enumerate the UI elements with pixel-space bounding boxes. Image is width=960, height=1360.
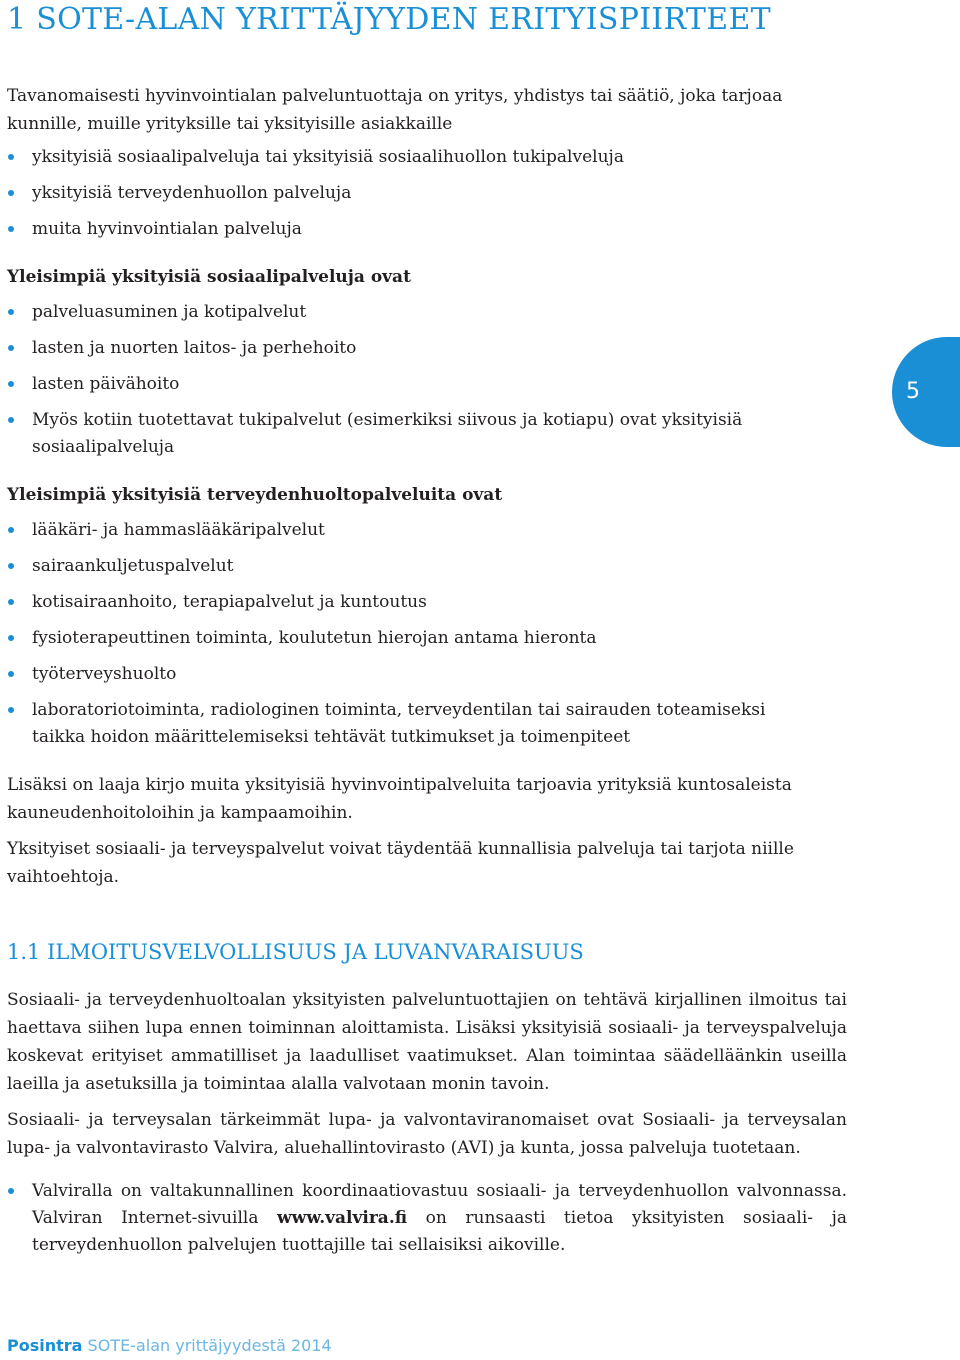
list-item: kotisairaanhoito, terapiapalvelut ja kuntoutus bbox=[7, 589, 847, 616]
other-services-paragraph: Lisäksi on laaja kirjo muita yksityisiä hyvinvointipalveluita tarjoavia yrityksiä kuntosaleista kauneudenhoitoloihin ja kampaamoihin. bbox=[7, 775, 792, 823]
social-services-list bbox=[7, 299, 847, 461]
health-services-list bbox=[7, 517, 847, 751]
document-body bbox=[7, 82, 847, 1259]
health-services-heading: Yleisimpiä yksityisiä terveydenhuoltopalveluita ovat bbox=[7, 485, 503, 505]
page-number-tab bbox=[892, 337, 960, 447]
complement-paragraph: Yksityiset sosiaali- ja terveyspalvelut voivat täydentää kunnallisia palveluja tai tarjota niille vaihtoehtoja. bbox=[7, 839, 794, 887]
list-item: lasten päivähoito bbox=[7, 371, 847, 398]
page-number: 5 bbox=[906, 379, 920, 404]
list-item: fysioterapeuttinen toiminta, koulutetun hierojan antama hieronta bbox=[7, 625, 847, 652]
list-item: laboratoriotoiminta, radiologinen toiminta, terveydentilan tai sairauden toteamiseksi taikka hoidon määrittelemiseksi tehtävät tutkimukset ja toimenpiteet bbox=[7, 697, 812, 751]
list-item: lasten ja nuorten laitos- ja perhehoito bbox=[7, 335, 847, 362]
list-item: yksityisiä terveydenhuollon palveluja bbox=[7, 180, 847, 207]
intro-paragraph: Tavanomaisesti hyvinvointialan palveluntuottaja on yritys, yhdistys tai säätiö, joka tarjoaa kunnille, muille yrityksille tai yksityisille asiakkaille bbox=[7, 86, 783, 134]
list-item: yksityisiä sosiaalipalveluja tai yksityisiä sosiaalihuollon tukipalveluja bbox=[7, 144, 847, 171]
footer-publication: SOTE-alan yrittäjyydestä 2014 bbox=[87, 1336, 332, 1355]
list-item: palveluasuminen ja kotipalvelut bbox=[7, 299, 847, 326]
bullet-icon bbox=[8, 563, 14, 569]
list-item: lääkäri- ja hammaslääkäripalvelut bbox=[7, 517, 847, 544]
license-paragraph: Sosiaali- ja terveydenhuoltoalan yksityisten palveluntuottajien on tehtävä kirjallinen ilmoitus tai haettava siihen lupa ennen toiminnan aloittamista. Lisäksi yksityisiä sosiaali- ja terveyspalveluja koskevat erityiset ammatilliset ja laadulliset vaatimukset. Alan toimintaa säädelläänkin useilla laeilla ja asetuksilla ja toimintaa alalla valvotaan monin tavoin. bbox=[7, 990, 847, 1094]
valvira-link[interactable]: www.valvira.fi bbox=[277, 1208, 408, 1228]
list-item: Myös kotiin tuotettavat tukipalvelut (esimerkiksi siivous ja kotiapu) ovat yksityisiä sosiaalipalveluja bbox=[7, 407, 792, 461]
bullet-icon bbox=[8, 707, 14, 713]
list-item: muita hyvinvointialan palveluja bbox=[7, 216, 847, 243]
bullet-icon bbox=[8, 635, 14, 641]
footer-brand: Posintra bbox=[7, 1336, 83, 1355]
bullet-icon bbox=[8, 417, 14, 423]
bullet-icon bbox=[8, 599, 14, 605]
bullet-icon bbox=[8, 309, 14, 315]
bullet-icon bbox=[8, 1188, 14, 1194]
authorities-paragraph: Sosiaali- ja terveysalan tärkeimmät lupa- ja valvontaviranomaiset ovat Sosiaali- ja terveysalan lupa- ja valvontavirasto Valvira, aluehallintovirasto (AVI) ja kunta, jossa palveluja tuotetaan. bbox=[7, 1110, 847, 1158]
intro-list bbox=[7, 144, 847, 243]
bullet-icon bbox=[8, 671, 14, 677]
bullet-icon bbox=[8, 381, 14, 387]
footer bbox=[7, 1336, 332, 1355]
subsection-title: 1.1 ILMOITUSVELVOLLISUUS JA LUVANVARAISUUS bbox=[7, 940, 584, 964]
valvira-list bbox=[7, 1178, 847, 1259]
list-item: sairaankuljetuspalvelut bbox=[7, 553, 847, 580]
social-services-heading: Yleisimpiä yksityisiä sosiaalipalveluja ovat bbox=[7, 267, 411, 287]
bullet-icon bbox=[8, 154, 14, 160]
bullet-icon bbox=[8, 190, 14, 196]
list-item: Valviralla on valtakunnallinen koordinaatiovastuu sosiaali- ja terveydenhuollon valvonnassa. Valviran Internet-sivuilla www.valvira.fi on runsaasti tietoa yksityisten sosiaali- ja terveydenhuollon palvelujen tuottajille tai sellaisiksi aikoville. bbox=[7, 1178, 847, 1259]
bullet-icon bbox=[8, 527, 14, 533]
page-title: 1 SOTE-ALAN YRITTÄJYYDEN ERITYISPIIRTEET bbox=[7, 2, 771, 37]
bullet-icon bbox=[8, 226, 14, 232]
list-item: työterveyshuolto bbox=[7, 661, 847, 688]
bullet-icon bbox=[8, 345, 14, 351]
